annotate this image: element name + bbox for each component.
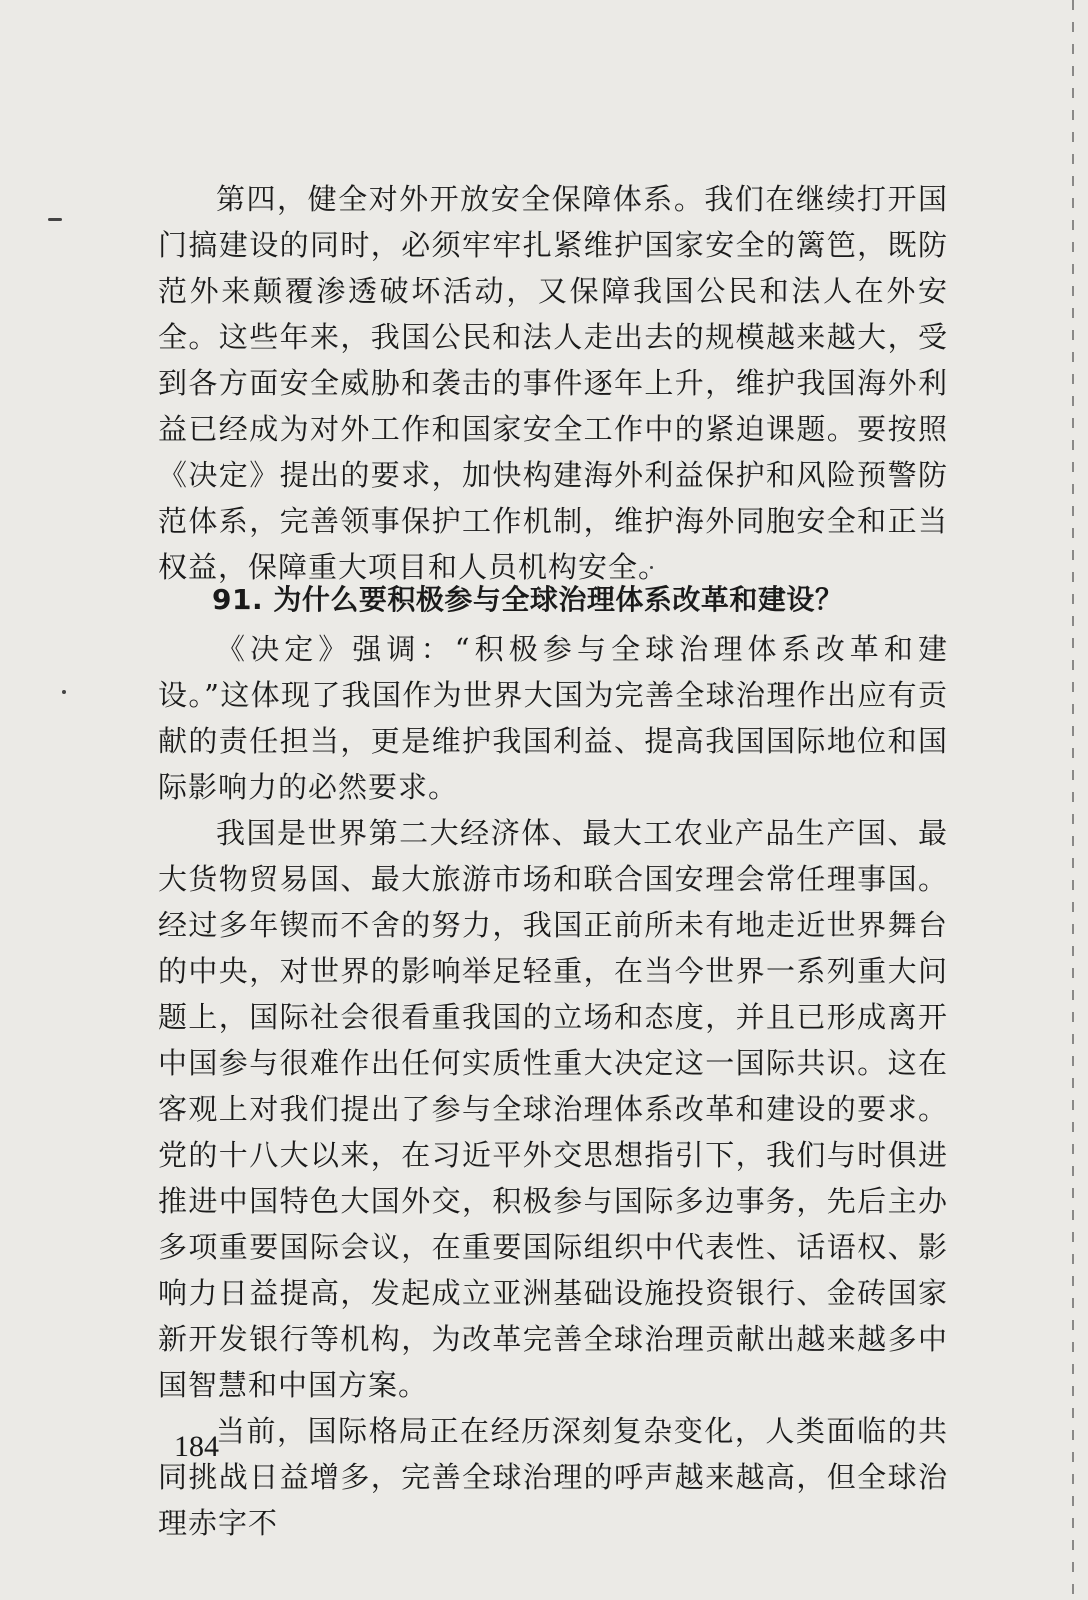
scan-speck	[48, 218, 62, 221]
paragraph: 《决定》强调：“积极参与全球治理体系改革和建设。”这体现了我国作为世界大国为完善全球治理作出应有贡献的责任担当，更是维护我国利益、提高我国国际地位和国际影响力的必然要求。	[158, 632, 948, 804]
scan-speck	[62, 690, 66, 694]
question-heading: 91. 为什么要积极参与全球治理体系改革和建设？	[212, 583, 844, 616]
section-2-body	[158, 626, 948, 1546]
section-1-body	[158, 176, 948, 590]
paragraph: 我国是世界第二大经济体、最大工农业产品生产国、最大货物贸易国、最大旅游市场和联合国安理会常任理事国。经过多年锲而不舍的努力，我国正前所未有地走近世界舞台的中央，对世界的影响举足轻重，在当今世界一系列重大问题上，国际社会很看重我国的立场和态度，并且已形成离开中国参与很难作出任何实质性重大决定这一国际共识。这在客观上对我们提出了参与全球治理体系改革和建设的要求。党的十八大以来，在习近平外交思想指引下，我们与时俱进推进中国特色大国外交，积极参与国际多边事务，先后主办多项重要国际会议，在重要国际组织中代表性、话语权、影响力日益提高，发起成立亚洲基础设施投资银行、金砖国家新开发银行等机构，为改革完善全球治理贡献出越来越多中国智慧和中国方案。	[158, 816, 948, 1402]
page-number: 184	[174, 1430, 219, 1463]
paragraph: 当前，国际格局正在经历深刻复杂变化，人类面临的共同挑战日益增多，完善全球治理的呼声越来越高，但全球治理赤字不	[158, 1414, 948, 1540]
paragraph-section-1: 第四，健全对外开放安全保障体系。我们在继续打开国门搞建设的同时，必须牢牢扎紧维护国家安全的篱笆，既防范外来颠覆渗透破坏活动，又保障我国公民和法人在外安全。这些年来，我国公民和法人走出去的规模越来越大，受到各方面安全威胁和袭击的事件逐年上升，维护我国海外利益已经成为对外工作和国家安全工作中的紧迫课题。要按照《决定》提出的要求，加快构建海外利益保护和风险预警防范体系，完善领事保护工作机制，维护海外同胞安全和正当权益，保障重大项目和人员机构安全。	[158, 182, 948, 584]
page-edge-shadow	[1072, 0, 1074, 1600]
